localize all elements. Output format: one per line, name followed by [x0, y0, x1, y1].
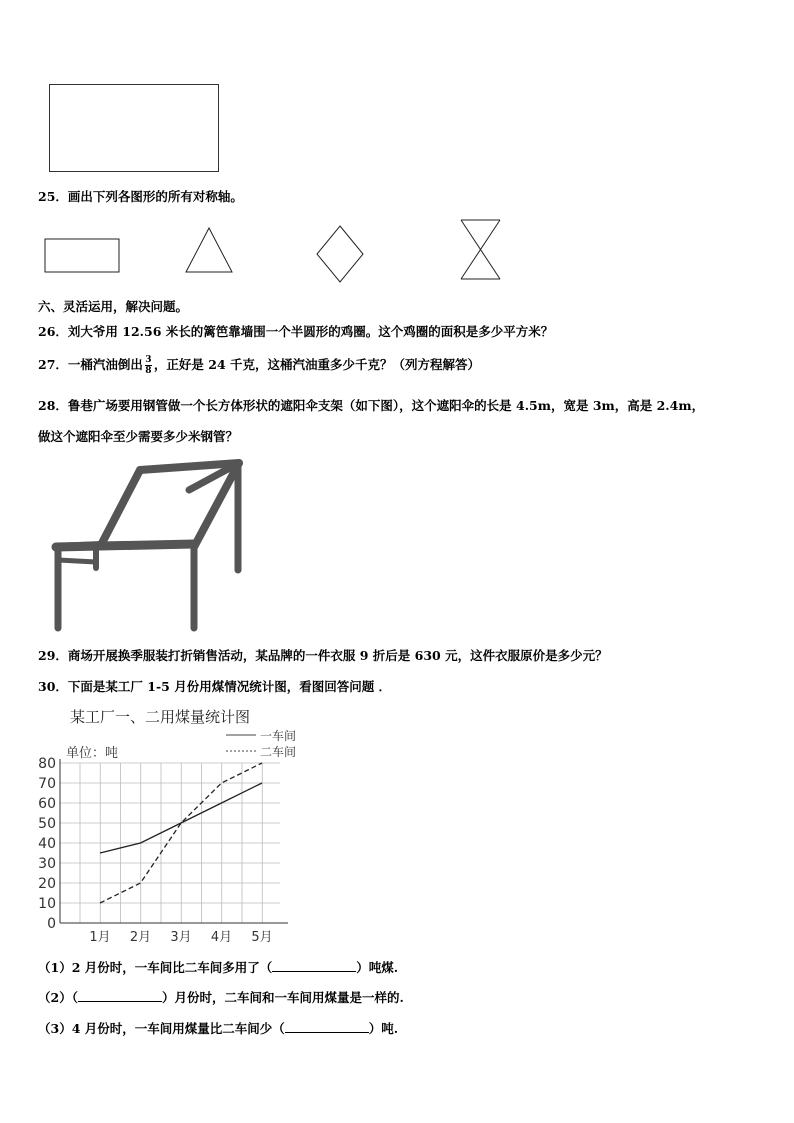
- chart-unit-label: 单位：吨: [66, 746, 119, 761]
- section-heading-6: 六、灵活运用，解决问题。: [38, 299, 189, 314]
- chart-axes: [60, 759, 288, 923]
- shape-diamond: [317, 226, 363, 282]
- x-tick-label: 4月: [210, 930, 233, 945]
- fraction-three-eighths: [145, 355, 152, 376]
- question-27-number: 27．: [38, 357, 68, 372]
- drawing-rectangle-box: [49, 84, 219, 172]
- y-tick-label: 20: [38, 876, 56, 892]
- question-27-text-after: ，正好是 24 千克，这桶汽油重多少千克？（列方程解答）: [153, 357, 481, 372]
- sub-question-3: [38, 1019, 398, 1037]
- fraction-denominator: 8: [145, 366, 152, 376]
- question-26-text: 刘大爷用 12.56 米长的篱笆靠墙围一个半圆形的鸡圈。这个鸡圈的面积是多少平方米？: [67, 324, 554, 339]
- y-tick-label: 70: [38, 776, 56, 792]
- x-tick-label: 2月: [129, 930, 152, 945]
- question-28-line1: [38, 396, 704, 414]
- chart-grid: [60, 763, 280, 923]
- shape-triangle: [186, 228, 232, 272]
- sub-question-2: [38, 988, 404, 1006]
- x-tick-label: 3月: [170, 930, 192, 945]
- question-29-number: 29．: [38, 648, 68, 663]
- y-tick-label: 60: [38, 796, 56, 812]
- answer-blank-1[interactable]: [272, 959, 356, 972]
- shape-rectangle: [45, 239, 119, 272]
- chart-legend: [226, 728, 296, 759]
- question-28-number: 28．: [38, 398, 68, 413]
- question-29: [38, 646, 608, 664]
- sub-question-1-before: （1）2 月份时，一车间比二车间多用了（: [38, 960, 273, 975]
- answer-blank-2[interactable]: [78, 989, 162, 1002]
- question-25-number: 25．: [38, 189, 68, 204]
- answer-blank-3[interactable]: [285, 1020, 369, 1033]
- umbrella-frame-photo: [44, 450, 249, 634]
- y-tick-label: 40: [38, 836, 56, 852]
- question-30-text: 下面是某工厂 1-5 月份用煤情况统计图，看图回答问题 ．: [67, 679, 392, 694]
- legend-label-2: 二车间: [260, 745, 297, 759]
- symmetry-shapes: [40, 215, 510, 283]
- question-26: [38, 322, 553, 340]
- question-26-number: 26．: [38, 324, 68, 339]
- y-tick-label: 80: [38, 756, 56, 772]
- question-28-line2: 做这个遮阳伞至少需要多少米钢管？: [38, 429, 239, 444]
- chart-title: 某工厂一、二用煤量统计图: [70, 708, 251, 726]
- fraction-numerator: 3: [145, 355, 152, 365]
- question-25: [38, 187, 243, 205]
- x-tick-label: 1月: [89, 930, 111, 945]
- sub-question-2-before: （2）（: [38, 990, 78, 1005]
- sub-question-3-after: ）吨.: [368, 1021, 399, 1036]
- question-29-text: 商场开展换季服装打折销售活动，某品牌的一件衣服 9 折后是 630 元，这件衣服原价是多少元？: [67, 648, 608, 663]
- question-28-text: 鲁巷广场要用钢管做一个长方体形状的遮阳伞支架（如下图），这个遮阳伞的长是 4.5m，宽是 3m，高是 2.4m，: [67, 398, 705, 413]
- question-27-text-before: 一桶汽油倒出: [67, 357, 143, 372]
- sub-question-1: [38, 958, 398, 976]
- question-30-number: 30．: [38, 679, 68, 694]
- sub-question-2-after: ）月份时，二车间和一车间用煤量是一样的.: [161, 990, 404, 1005]
- y-axis-ticks: [38, 756, 56, 932]
- question-25-text: 画出下列各图形的所有对称轴。: [67, 189, 243, 204]
- sub-question-3-before: （3）4 月份时，一车间用煤量比二车间少（: [38, 1021, 285, 1036]
- legend-label-1: 一车间: [260, 729, 297, 743]
- x-axis-ticks: [89, 930, 272, 945]
- steel-frame: [56, 463, 239, 628]
- question-30: [38, 677, 391, 695]
- y-tick-label: 10: [38, 896, 56, 912]
- question-27: [38, 355, 480, 376]
- shape-hourglass: [461, 220, 500, 279]
- y-tick-label: 50: [38, 816, 56, 832]
- y-tick-label: 30: [38, 856, 56, 872]
- y-tick-label: 0: [47, 916, 56, 932]
- coal-usage-line-chart: [30, 728, 300, 950]
- x-tick-label: 5月: [251, 930, 273, 945]
- sub-question-1-after: ）吨煤.: [356, 960, 399, 975]
